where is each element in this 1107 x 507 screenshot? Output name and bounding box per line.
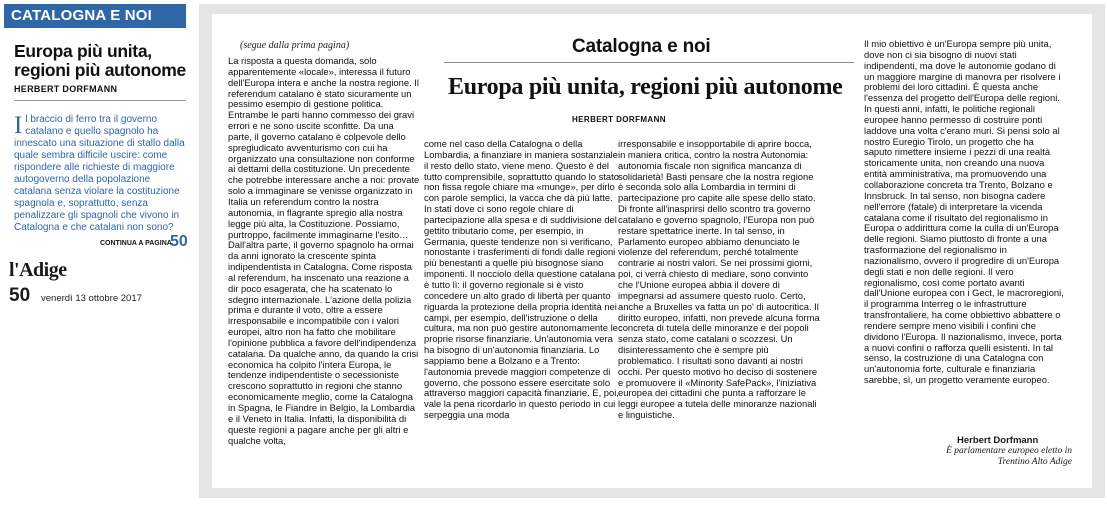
article-headline: Europa più unita, regioni più autonome <box>448 74 843 100</box>
article-page <box>212 14 1092 488</box>
teaser-author: HERBERT DORFMANN <box>14 84 118 94</box>
teaser-summary-text: l braccio di ferro tra il governo catalano e quello spagnolo ha innescato una situazione di stallo dalla quale sembra difficile uscire: come rispondere alle richieste di maggiore autogoverno della popolazione catalana senza violare la costituzione spagnola e, soprattutto, senza penalizzare gli spagnoli che vivono in Catalogna e che catalani non sono? <box>14 114 185 233</box>
continue-page-number[interactable]: 50 <box>170 233 188 250</box>
article-column-2 <box>424 139 622 421</box>
byline: HERBERT DORFMANN <box>572 115 666 124</box>
section-title: Catalogna e noi <box>572 36 711 57</box>
article-column-3 <box>618 139 820 421</box>
front-page-teaser <box>0 0 190 507</box>
issue-date: venerdì 13 ottobre 2017 <box>41 293 142 304</box>
page-number: 50 <box>9 285 31 306</box>
article-column-4 <box>864 39 1064 386</box>
column-text: come nel caso della Catalogna o della Lombardia, a finanziare in maniera sostanziale il resto dello stato, viene meno. Questo è del tutto comprensibile, soprattutto quando lo stato non fissa regole chiare ma «munge», per dirlo con parole semplici, la vacca che dà più latte. In stati dove ci sono regole chiare di partecipazione alla spesa e di suddivisione del gettito tributario come, per esempio, in Germania, queste tendenze non si verificano, nonostante i trasferimenti di fondi dalle regioni più benestanti a quelle più bisognose siano imponenti. Il nocciolo della questione catalana è tutto lì: il governo regionale si è visto concedere un alto grado di libertà per quanto riguarda la protezione della propria identità nei campi, per esempio, dell'istruzione o della cultura, ma non può gestire autonomamente le proprie risorse finanziarie. Un'autonomia vera ha bisogno di un'autonomia finanziaria. Lo sappiamo bene a Bolzano e a Trento: l'autonomia prevede maggiori competenze di governo, che possono essere esercitate solo attraverso maggiori capacità finanziarie. E, poi, vale la pena ricordarlo in questo periodo in cui serpeggia una moda <box>424 138 619 421</box>
column-text: Il mio obiettivo è un'Europa sempre più unita, dove non ci sia bisogno di nuovi stati indipendenti, ma dove le autonomie godano di un maggiore margine di manovra per risolvere i problemi dei loro cittadini. È questa anche l'essenza del progetto dell'Europa delle regioni. In questi anni, infatti, le politiche regionali europee hanno permesso di costruire ponti laddove una volta c'erano muri. Si pensi solo al nostro Euregio Tirolo, un progetto che ha saputo rimettere insieme i pezzi di una realtà storicamente unita, non creando una nuova entità amministrativa, ma promuovendo una collaborazione concreta tra Trento, Bolzano e Innsbruck. In tal senso, non bisogna cadere nell'errore (fatale) di interpretare la vicenda catalana come il risultato del regionalismo in Europa o addirittura come la culla di un'Europa delle regioni. Siamo piuttosto di fronte a una trasformazione del regionalismo in nazionalismo, ovvero il progredire di un'Europa degli stati e non delle regioni. Il vero regionalismo, così come portato avanti dall'Unione europea con i Gect, le macroregioni, il programma Interreg o le infrastrutture transfrontaliere, ha come obbiettivo abbattere o rendere sempre meno visibili i confini che dividono l'Europa. Il nazionalismo, invece, porta a nuovi confini o rafforza quelli esistenti. In tal senso, la costruzione di una Catalogna con un'autonomia forte, culturale e finanziaria sarebbe, sì, un progetto veramente europeo. <box>864 38 1064 386</box>
divider <box>444 62 854 63</box>
continuation-note: (segue dalla prima pagina) <box>240 40 350 51</box>
signature-name: Herbert Dorfmann <box>957 435 1039 446</box>
column-text: La risposta a questa domanda, solo apparentemente «locale», interessa il futuro dell'Europa intera e anche la nostra regione. Il referendum catalano è stato sicuramente un pessimo esempio di gestione politica. Entrambe le parti hanno commesso dei gravi errori e ne sono uscite sconfitte. Da una parte, il governo catalano è colpevole dello spregiudicato avventurismo con cui ha organizzato una consultazione non conforme ai dettami della costituzione. Un precedente che potrebbe interessare anche a noi: provate solo a immaginare se venisse organizzato in Italia un referendum contro la nostra autonomia, in flagrante spregio alla nostra legge più alta, la Costituzione. Possiamo, purtroppo, facilmente immaginarne l'esito… Dall'altra parte, il governo spagnolo ha ormai da anni ignorato la crescente spinta indipendentista in Catalogna. Come risposta al referendum, ha inscenato una reazione a dir poco esagerata, che ha scatenato lo sdegno internazionale. L'azione della polizia prima e durante il voto, oltre a essere irresponsabile e incompatibile con i valori europei, altro non ha fatto che mobilitare l'opinione pubblica a favore dell'indipendenza catalana. Da qualche anno, da quando la crisi economica ha colpito l'intera Europa, le tendenze indipendentiste o secessioniste crescono soprattutto in regioni che stanno economicamente meglio, come la Catalogna in Spagna, le Fiandre in Belgio, la Lombardia e il Veneto in Italia. Infatti, la disponibilità di queste regioni a pagare anche per gli altri e qualche volta, <box>228 55 420 446</box>
divider <box>14 100 186 101</box>
drop-cap: I <box>14 112 23 139</box>
signature-role: È parlamentare europeo eletto in Trentino Alto Adige <box>946 446 1072 467</box>
masthead-logo: l'Adige <box>9 259 67 281</box>
teaser-summary <box>14 114 190 234</box>
teaser-headline: Europa più unita, regioni più autonome <box>14 41 186 80</box>
continue-label[interactable]: CONTINUA A PAGINA <box>100 240 172 247</box>
column-text: irresponsabile e insopportabile di aprire bocca, in maniera critica, contro la nostra Autonomia: autonomia fiscale non significa mancanza di solidarietà! Basti pensare che la nostra regione è seconda solo alla Lombardia in termini di partecipazione pro capite alle spese dello stato. Di fronte all'inasprirsi dello scontro tra governo catalano e governo spagnolo, l'Europa non può restare spettatrice inerte. In tal senso, in Parlamento europeo abbiamo denunciato le violenze del referendum, perché totalmente contrarie ai nostri valori. Se nei prossimi giorni, poi, ci verrà chiesto di mediare, sono convinto che l'Unione europea abbia il dovere di impegnarsi ad assumere questo ruolo. Certo, anche a Bruxelles va fatta un po' di autocritica. Il diritto europeo, infatti, non prevede alcuna forma concreta di tutela delle minoranze e dei popoli senza stato, come catalani o scozzesi. Un disinteressamento che è sempre più problematico. I risultati sono davanti ai nostri occhi. Per questo motivo ho deciso di sostenere e promuovere il «Minority SafePack», l'iniziativa europea dei cittadini che punta a rafforzare le leggi europee a tutela delle minoranze nazionali e linguistiche. <box>618 138 820 421</box>
section-banner: CATALOGNA E NOI <box>4 4 186 28</box>
article-column-1 <box>228 56 420 446</box>
